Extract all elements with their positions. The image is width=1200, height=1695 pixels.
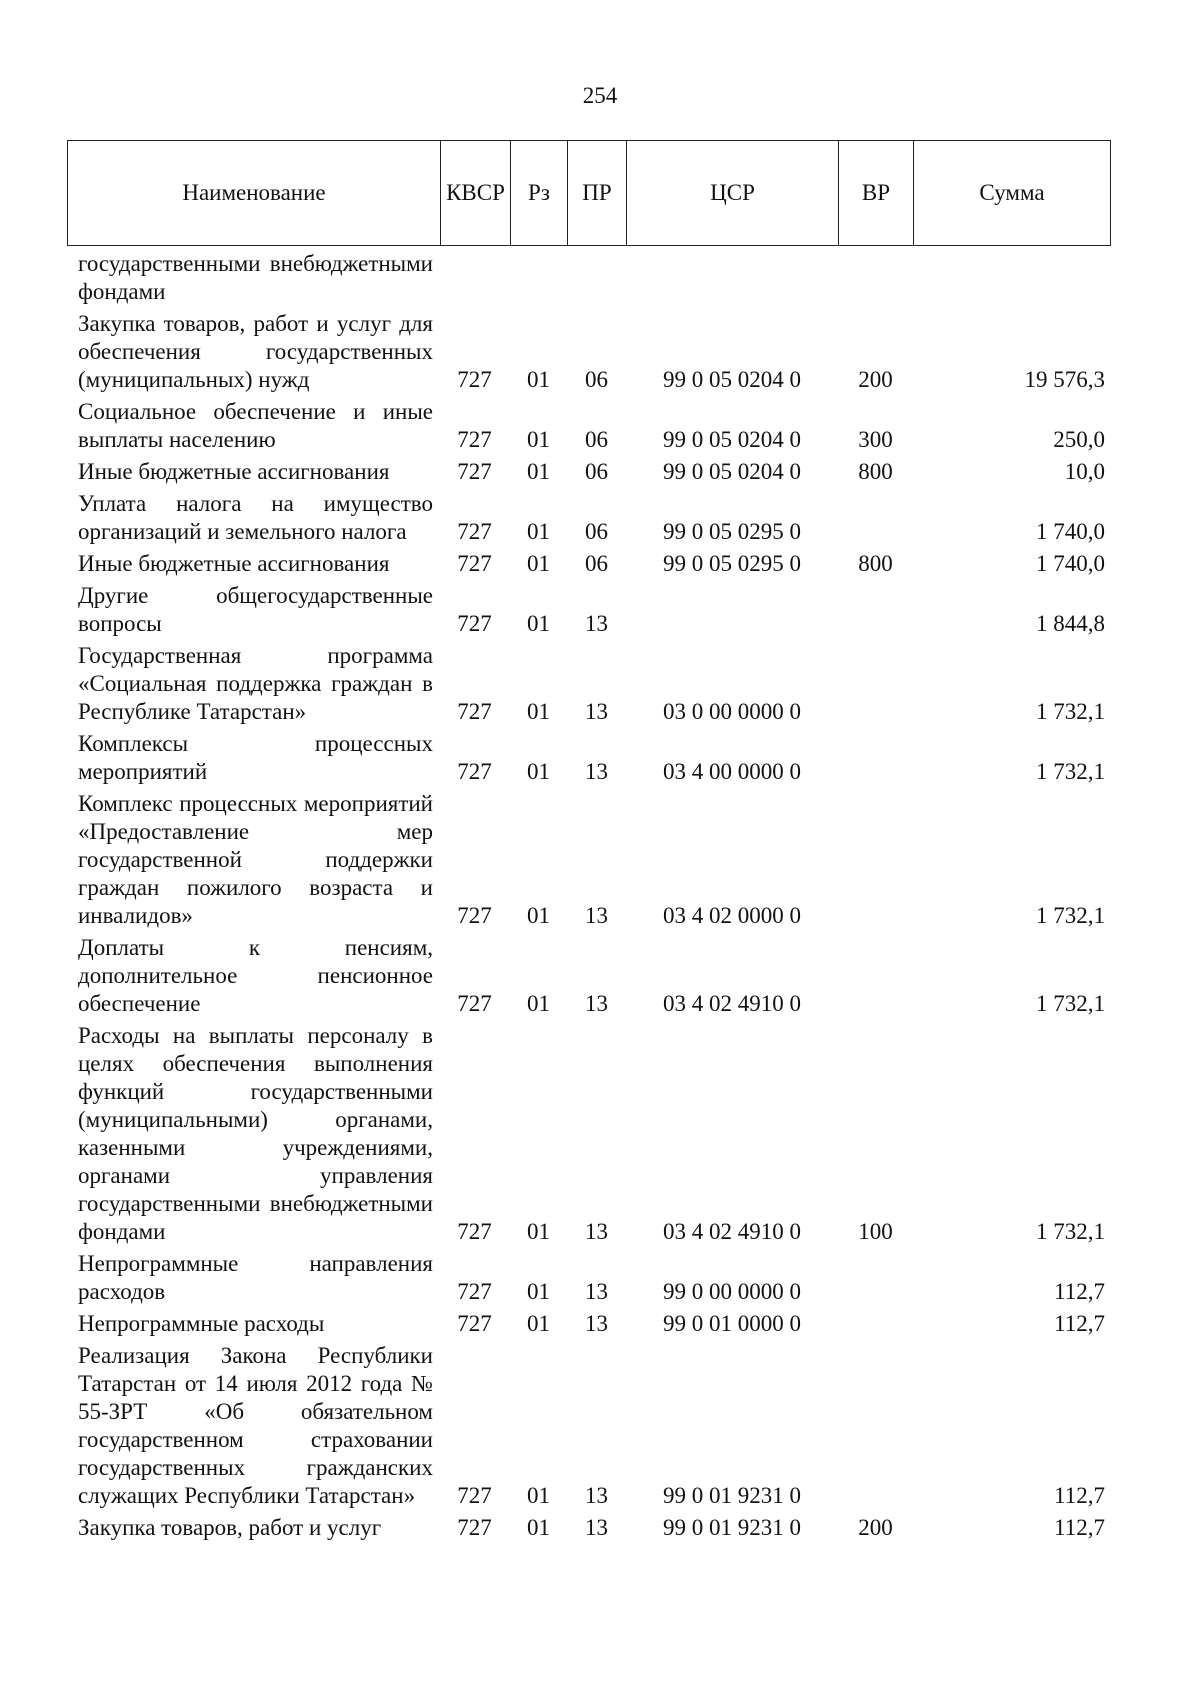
cell-kvsr: 727 <box>457 551 492 576</box>
cell-rz: 01 <box>527 1279 550 1304</box>
cell-vr: 800 <box>858 459 893 484</box>
cell-kvsr: 727 <box>457 519 492 544</box>
header-name: Наименование <box>68 141 441 245</box>
table-row <box>67 730 1111 786</box>
table-row <box>67 458 1111 486</box>
cell-sum: 112,7 <box>1054 1311 1105 1336</box>
cell-kvsr: 727 <box>457 699 492 724</box>
cell-rz: 01 <box>527 903 550 928</box>
cell-rz: 01 <box>527 459 550 484</box>
cell-kvsr: 727 <box>457 759 492 784</box>
cell-sum: 1 844,8 <box>1036 611 1105 636</box>
cell-rz: 01 <box>527 991 550 1016</box>
cell-pr: 13 <box>585 699 608 724</box>
cell-sum: 1 740,0 <box>1036 551 1105 576</box>
cell-csr: 99 0 05 0204 0 <box>663 427 801 452</box>
cell-name: Социальное обеспечение и иные выплаты населению <box>78 399 433 452</box>
cell-kvsr: 727 <box>457 991 492 1016</box>
cell-pr: 13 <box>585 1483 608 1508</box>
cell-kvsr: 727 <box>457 1279 492 1304</box>
cell-sum: 1 732,1 <box>1036 903 1105 928</box>
table-row <box>67 1342 1111 1510</box>
cell-sum: 1 732,1 <box>1036 991 1105 1016</box>
cell-pr: 06 <box>585 551 608 576</box>
table-row <box>67 398 1111 454</box>
cell-name: Государственная программа «Социальная поддержка граждан в Республике Татарстан» <box>78 643 433 724</box>
cell-rz: 01 <box>527 551 550 576</box>
cell-vr: 200 <box>858 367 893 392</box>
table-row <box>67 1514 1111 1542</box>
header-vr: ВР <box>839 141 914 245</box>
cell-kvsr: 727 <box>457 611 492 636</box>
cell-csr: 99 0 01 0000 0 <box>663 1311 801 1336</box>
table-row <box>67 1022 1111 1246</box>
cell-name: Реализация Закона Республики Татарстан от 14 июля 2012 года № 55-ЗРТ «Об обязательном государственном страховании государственных гражданских служащих Республики Татарстан» <box>78 1343 433 1508</box>
table-row <box>67 550 1111 578</box>
cell-name: государственными внебюджетными фондами <box>78 251 433 304</box>
cell-vr: 800 <box>858 551 893 576</box>
cell-sum: 112,7 <box>1054 1515 1105 1540</box>
cell-rz: 01 <box>527 699 550 724</box>
cell-pr: 13 <box>585 759 608 784</box>
cell-csr: 03 4 02 4910 0 <box>663 1219 801 1244</box>
cell-sum: 112,7 <box>1054 1483 1105 1508</box>
cell-name: Закупка товаров, работ и услуг <box>78 1515 382 1540</box>
cell-pr: 13 <box>585 991 608 1016</box>
table-body <box>67 250 1111 1546</box>
header-pr: ПР <box>568 141 627 245</box>
cell-vr: 200 <box>858 1515 893 1540</box>
cell-rz: 01 <box>527 1515 550 1540</box>
cell-csr: 99 0 05 0204 0 <box>663 459 801 484</box>
table-row <box>67 934 1111 1018</box>
cell-pr: 13 <box>585 903 608 928</box>
cell-pr: 13 <box>585 1515 608 1540</box>
cell-name: Уплата налога на имущество организаций и земельного налога <box>78 491 433 544</box>
table-row <box>67 790 1111 930</box>
table-row <box>67 310 1111 394</box>
cell-csr: 99 0 01 9231 0 <box>663 1515 801 1540</box>
cell-vr: 300 <box>858 427 893 452</box>
cell-pr: 06 <box>585 459 608 484</box>
cell-csr: 03 4 02 4910 0 <box>663 991 801 1016</box>
table-row <box>67 582 1111 638</box>
table-row <box>67 490 1111 546</box>
cell-rz: 01 <box>527 1219 550 1244</box>
cell-csr: 03 4 02 0000 0 <box>663 903 801 928</box>
cell-kvsr: 727 <box>457 1219 492 1244</box>
cell-pr: 06 <box>585 367 608 392</box>
cell-csr: 03 4 00 0000 0 <box>663 759 801 784</box>
cell-pr: 13 <box>585 1219 608 1244</box>
cell-name: Комплекс процессных мероприятий «Предоставление мер государственной поддержки граждан пожилого возраста и инвалидов» <box>78 791 433 928</box>
cell-csr: 99 0 05 0295 0 <box>663 551 801 576</box>
cell-sum: 250,0 <box>1053 427 1105 452</box>
cell-rz: 01 <box>527 427 550 452</box>
cell-vr: 100 <box>858 1219 893 1244</box>
table-row <box>67 642 1111 726</box>
cell-rz: 01 <box>527 759 550 784</box>
cell-pr: 13 <box>585 1311 608 1336</box>
cell-pr: 13 <box>585 1279 608 1304</box>
cell-sum: 19 576,3 <box>1024 367 1105 392</box>
cell-name: Расходы на выплаты персоналу в целях обеспечения выполнения функций государственными (муниципальными) органами, казенными учреждениями, органами управления государственными внебюджетными фондами <box>78 1023 433 1244</box>
cell-rz: 01 <box>527 1311 550 1336</box>
cell-kvsr: 727 <box>457 903 492 928</box>
cell-kvsr: 727 <box>457 427 492 452</box>
cell-name: Закупка товаров, работ и услуг для обеспечения государственных (муниципальных) нужд <box>78 311 433 392</box>
cell-sum: 10,0 <box>1064 459 1105 484</box>
cell-rz: 01 <box>527 1483 550 1508</box>
table-row <box>67 1250 1111 1306</box>
cell-kvsr: 727 <box>457 459 492 484</box>
cell-pr: 13 <box>585 611 608 636</box>
cell-csr: 99 0 01 9231 0 <box>663 1483 801 1508</box>
cell-name: Другие общегосударственные вопросы <box>78 583 433 636</box>
table-header <box>67 140 1111 246</box>
cell-name: Иные бюджетные ассигнования <box>78 551 390 576</box>
header-rz: Рз <box>511 141 568 245</box>
cell-sum: 112,7 <box>1054 1279 1105 1304</box>
cell-name: Непрограммные расходы <box>78 1311 325 1336</box>
table-row <box>67 250 1111 306</box>
header-kvsr: КВСР <box>441 141 511 245</box>
cell-kvsr: 727 <box>457 1483 492 1508</box>
cell-sum: 1 732,1 <box>1036 1219 1105 1244</box>
cell-pr: 06 <box>585 427 608 452</box>
cell-name: Непрограммные направления расходов <box>78 1251 433 1304</box>
cell-rz: 01 <box>527 519 550 544</box>
cell-name: Доплаты к пенсиям, дополнительное пенсионное обеспечение <box>78 935 433 1016</box>
cell-csr: 99 0 05 0204 0 <box>663 367 801 392</box>
cell-pr: 06 <box>585 519 608 544</box>
cell-csr: 99 0 00 0000 0 <box>663 1279 801 1304</box>
cell-sum: 1 732,1 <box>1036 759 1105 784</box>
cell-csr: 99 0 05 0295 0 <box>663 519 801 544</box>
cell-name: Иные бюджетные ассигнования <box>78 459 390 484</box>
table-row <box>67 1310 1111 1338</box>
header-sum: Сумма <box>979 180 1045 205</box>
header-csr: ЦСР <box>627 141 839 245</box>
cell-kvsr: 727 <box>457 1515 492 1540</box>
cell-sum: 1 740,0 <box>1036 519 1105 544</box>
cell-rz: 01 <box>527 611 550 636</box>
cell-sum: 1 732,1 <box>1036 699 1105 724</box>
page-number: 254 <box>582 83 618 108</box>
cell-kvsr: 727 <box>457 367 492 392</box>
cell-name: Комплексы процессных мероприятий <box>78 731 433 784</box>
cell-rz: 01 <box>527 367 550 392</box>
cell-csr: 03 0 00 0000 0 <box>663 699 801 724</box>
cell-kvsr: 727 <box>457 1311 492 1336</box>
